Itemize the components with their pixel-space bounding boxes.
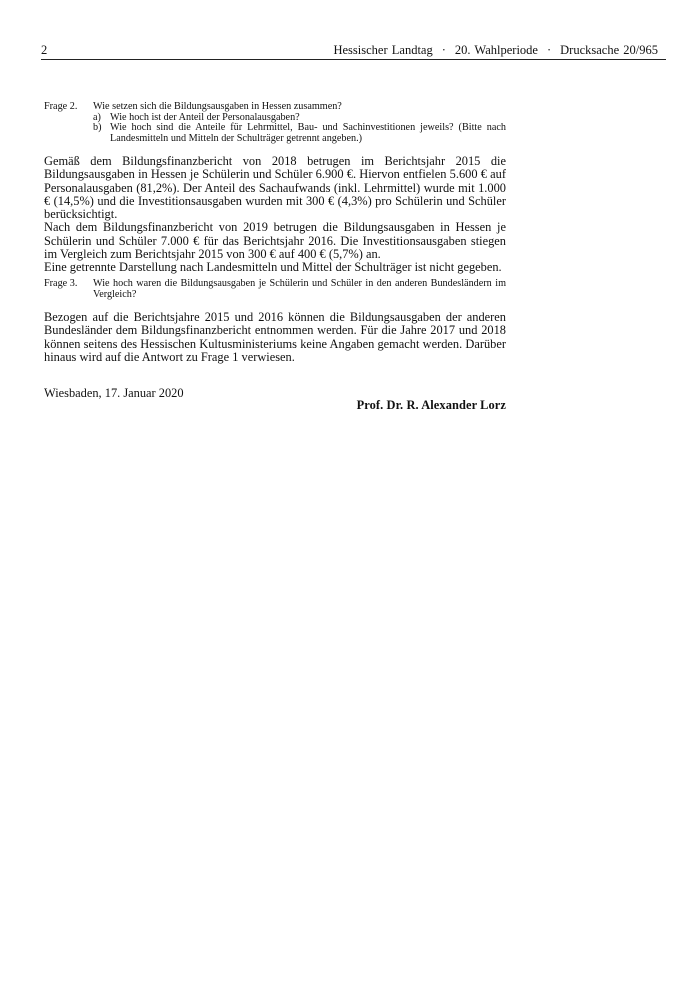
page-number: 2: [41, 43, 48, 57]
answer-paragraph: Eine getrennte Darstellung nach Landesmitteln und Mittel der Schulträger ist nicht gegeben.: [44, 260, 502, 275]
header-separator: ·: [546, 43, 552, 57]
question-text: Wie hoch waren die Bildungsausgaben je Schülerin und Schüler in den anderen Bundesländern im Vergleich?: [93, 278, 506, 300]
answer-2: [44, 155, 506, 275]
signatory-name: Prof. Dr. R. Alexander Lorz: [356, 398, 506, 412]
sub-question-marker: b): [93, 122, 102, 133]
question-text: Wie setzen sich die Bildungsausgaben in Hessen zusammen?: [93, 101, 342, 112]
sub-question-marker: a): [93, 111, 101, 123]
question-body: [93, 279, 506, 300]
place-and-date: Wiesbaden, 17. Januar 2020: [44, 386, 184, 400]
answer-paragraph: Nach dem Bildungsfinanzbericht von 2019 betrugen die Bildungsausgaben in Hessen je Schülerin und Schüler 7.000 € für das Berichtsjahr 2016. Die Investitionsausgaben stiegen im Vergleich zum Berichtsjahr 2015 von 300 € auf 400 € (5,7%) an.: [44, 220, 506, 262]
publication-name: Hessischer Landtag: [333, 43, 433, 57]
answer-3: [44, 311, 506, 364]
page-header: [41, 43, 666, 60]
document-reference: Drucksache 20/965: [560, 43, 658, 57]
answer-paragraph: Gemäß dem Bildungsfinanzbericht von 2018 betrugen im Berichtsjahr 2015 die Bildungsausgaben in Hessen je Schülerin und Schüler 6.900 €. Hiervon entfielen 5.600 € auf Personalausgaben (81,2%). Der Anteil des Sachaufwands (inkl. Lehrmittel) wurde mit 1.000 € (14,5%) und die Investitionsausgaben wurden mit 300 € (4,3%) pro Schülerin und Schüler berücksichtigt.: [44, 154, 506, 222]
question-body: [93, 102, 506, 144]
question-3: [44, 279, 506, 300]
question-label: Frage 3.: [44, 278, 78, 289]
answer-paragraph: Bezogen auf die Berichtsjahre 2015 und 2016 können die Bildungsausgaben der anderen Bundesländer dem Bildungsfinanzbericht entnommen werden. Für die Jahre 2017 und 2018 können seitens des Hessischen Kultusministeriums keine Angaben gemacht werden. Darüber hinaus wird auf die Antwort zu Frage 1 verwiesen.: [44, 310, 506, 364]
sub-question-text: Wie hoch ist der Anteil der Personalausgaben?: [110, 111, 300, 123]
legislative-period: 20. Wahlperiode: [454, 43, 538, 57]
publication-header: [333, 43, 658, 57]
sub-question-b: [93, 123, 506, 144]
question-2: [44, 102, 506, 144]
question-label: Frage 2.: [44, 101, 78, 112]
header-separator: ·: [441, 43, 446, 57]
sub-question-text: Wie hoch sind die Anteile für Lehrmittel, Bau- und Sachinvestitionen jeweils? (Bitte nach Landesmitteln und Mitteln der Schulträger getrennt angeben.): [110, 122, 506, 144]
